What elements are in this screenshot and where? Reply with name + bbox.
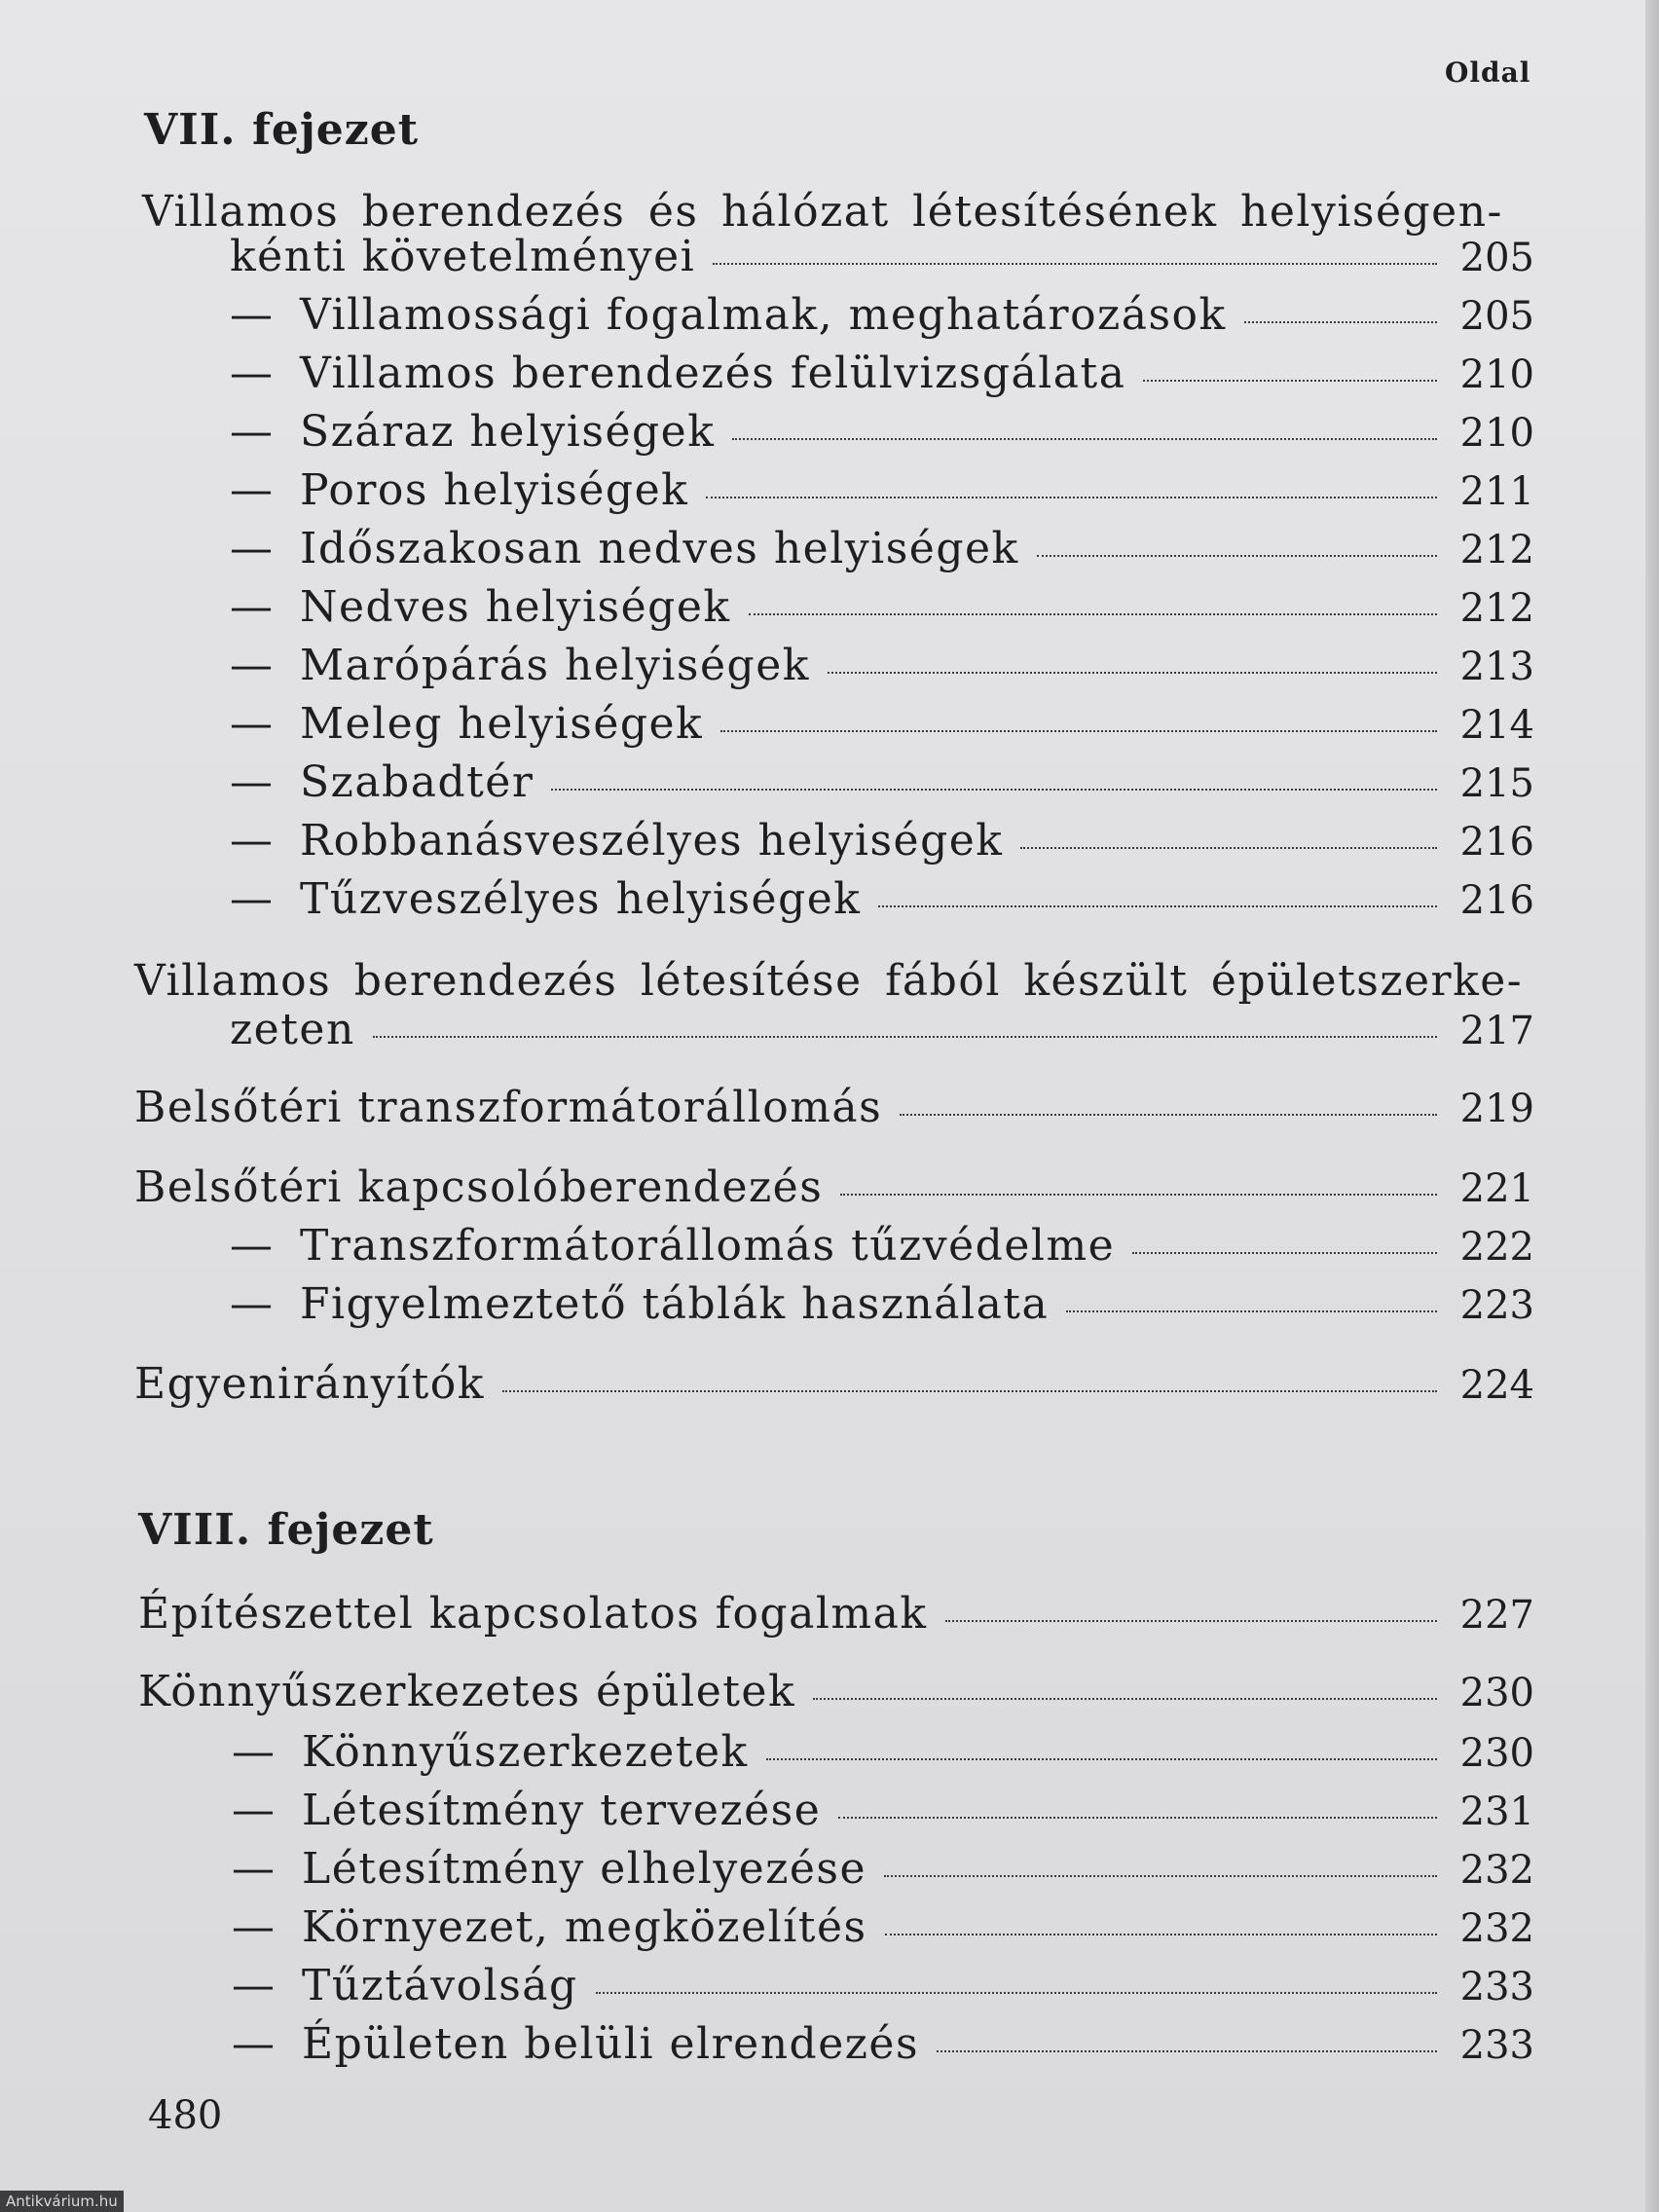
toc-subentry [230, 405, 1534, 461]
toc-entry-title: Száraz helyiségek [300, 407, 716, 457]
dash-mark: — [232, 1727, 275, 1777]
dot-leader [813, 1698, 1437, 1700]
toc-subentry [232, 1784, 1534, 1839]
dash-mark: — [230, 524, 273, 573]
toc-subentry [230, 872, 1534, 928]
toc-entry-title: Építészettel kapcsolatos fogalmak [138, 1589, 928, 1639]
toc-subentry [232, 2017, 1534, 2073]
toc-page-number: 205 [1459, 294, 1534, 339]
dot-leader [838, 1817, 1437, 1819]
dot-leader [551, 789, 1437, 791]
toc-entry-title: Nedves helyiségek [300, 582, 731, 632]
toc-entry-title: Létesítmény elhelyezése [302, 1844, 867, 1894]
watermark-label: Antikvárium.hu [0, 2191, 124, 2212]
dash-mark: — [230, 290, 273, 340]
toc-page-number: 230 [1459, 1671, 1534, 1715]
dot-leader [900, 1114, 1437, 1116]
toc-page-number: 212 [1459, 528, 1534, 572]
toc-entry-line1: Villamos berendezés és hálózat létesítésének helyiségen- [142, 187, 1503, 237]
toc-entry-title: Figyelmeztető táblák használata [300, 1279, 1050, 1329]
dot-leader [828, 672, 1437, 674]
toc-entry [230, 1003, 1534, 1058]
dash-mark: — [230, 757, 273, 807]
toc-entry-title: Tűztávolság [302, 1961, 578, 2010]
dash-mark: — [230, 349, 273, 398]
toc-entry-title: kénti követelményei [230, 232, 696, 281]
dot-leader [1143, 380, 1437, 382]
dash-mark: — [230, 699, 273, 749]
dot-leader [1037, 555, 1437, 557]
toc-subentry [230, 1277, 1534, 1333]
dot-leader [732, 438, 1437, 440]
dot-leader [1244, 321, 1437, 323]
dash-mark: — [230, 1279, 273, 1329]
dot-leader [749, 613, 1437, 615]
toc-subentry [230, 697, 1534, 753]
toc-subentry [230, 756, 1534, 811]
toc-entry-title: Villamos berendezés felülvizsgálata [300, 349, 1126, 398]
page-edge [1645, 0, 1659, 2212]
dash-mark: — [230, 582, 273, 632]
toc-subentry [232, 1959, 1534, 2014]
toc-entry-line1: Villamos berendezés létesítése fából készült épületszerke- [134, 956, 1524, 1006]
toc-entry-title: Épületen belüli elrendezés [302, 2019, 920, 2069]
dot-leader [1066, 1310, 1437, 1312]
dash-mark: — [230, 1221, 273, 1271]
toc-page-number: 215 [1459, 761, 1534, 806]
dash-mark: — [232, 1844, 275, 1894]
toc-entry-title: Egyenirányítók [134, 1359, 485, 1409]
toc-subentry [230, 288, 1534, 344]
dot-leader [373, 1036, 1437, 1038]
toc-entry-title: Belsőtéri kapcsolóberendezés [134, 1162, 824, 1212]
toc-entry-title: Poros helyiségek [300, 465, 689, 515]
toc-entry-title: Szabadtér [300, 757, 535, 807]
toc-entry [230, 230, 1534, 285]
toc-page-number: 232 [1459, 1906, 1534, 1951]
toc-entry [138, 1587, 1534, 1642]
dash-mark: — [230, 874, 273, 924]
toc-subentry [230, 522, 1534, 577]
toc-entry-title: Időszakosan nedves helyiségek [300, 524, 1019, 573]
toc-page-number: 233 [1459, 1965, 1534, 2009]
toc-subentry [230, 347, 1534, 402]
toc-entry-title: Környezet, megközelítés [302, 1902, 867, 1952]
dash-mark: — [230, 465, 273, 515]
toc-entry [134, 1081, 1534, 1136]
toc-page-number: 232 [1459, 1848, 1534, 1893]
dot-leader [937, 2050, 1437, 2052]
toc-subentry [230, 580, 1534, 636]
dash-mark: — [230, 816, 273, 866]
toc-subentry [230, 814, 1534, 869]
dot-leader [713, 263, 1437, 265]
toc-entry [138, 1665, 1534, 1720]
toc-page-number: 222 [1459, 1225, 1534, 1270]
dot-leader [766, 1758, 1437, 1760]
dash-mark: — [232, 1786, 275, 1835]
toc-page-number: 212 [1459, 586, 1534, 631]
toc-entry-title: Belsőtéri transzformátorállomás [134, 1083, 883, 1132]
dot-leader [945, 1620, 1437, 1622]
dot-leader [1020, 847, 1437, 849]
dot-leader [885, 1934, 1437, 1936]
toc-entry-title: Transzformátorállomás tűzvédelme [300, 1221, 1116, 1271]
toc-page-number: 230 [1459, 1731, 1534, 1776]
toc-page-number: 227 [1459, 1593, 1534, 1638]
toc-page-number: 233 [1459, 2023, 1534, 2068]
dash-mark: — [232, 1961, 275, 2010]
toc-entry-title: Robbanásveszélyes helyiségek [300, 816, 1004, 866]
dot-leader [878, 905, 1437, 907]
toc-page-number: 221 [1459, 1166, 1534, 1211]
toc-subentry [230, 463, 1534, 519]
dot-leader [840, 1194, 1437, 1196]
dash-mark: — [230, 641, 273, 690]
toc-page-number: 214 [1459, 703, 1534, 748]
dash-mark: — [230, 407, 273, 457]
toc-subentry [232, 1842, 1534, 1898]
toc-page-number: 216 [1459, 878, 1534, 923]
toc-page-number: 210 [1459, 352, 1534, 397]
dash-mark: — [232, 2019, 275, 2069]
toc-subentry [232, 1900, 1534, 1956]
toc-entry-title: Létesítmény tervezése [302, 1786, 822, 1835]
toc-page-number: 217 [1459, 1009, 1534, 1053]
dot-leader [884, 1875, 1437, 1877]
dot-leader [596, 1992, 1437, 1994]
toc-page-number: 205 [1459, 236, 1534, 280]
toc-entry [134, 1161, 1534, 1216]
dash-mark: — [232, 1902, 275, 1952]
toc-page-number: 210 [1459, 411, 1534, 456]
dot-leader [1132, 1252, 1437, 1254]
toc-page-number: 216 [1459, 820, 1534, 865]
toc-page-number: 213 [1459, 645, 1534, 689]
toc-entry [134, 1357, 1534, 1413]
toc-entry-title: zeten [230, 1005, 355, 1054]
page-number: 480 [148, 2093, 223, 2138]
dot-leader [706, 497, 1437, 498]
chapter-heading: VII. fejezet [144, 105, 420, 155]
toc-page-number: 211 [1459, 469, 1534, 514]
toc-subentry [230, 1219, 1534, 1274]
toc-entry-title: Villamossági fogalmak, meghatározások [300, 290, 1227, 340]
toc-entry-title: Meleg helyiségek [300, 699, 704, 749]
toc-subentry [230, 639, 1534, 694]
toc-page-number: 223 [1459, 1283, 1534, 1328]
toc-page-number: 219 [1459, 1087, 1534, 1131]
toc-entry-title: Könnyűszerkezetek [302, 1727, 749, 1777]
toc-entry-title: Tűzveszélyes helyiségek [300, 874, 862, 924]
toc-page-number: 231 [1459, 1789, 1534, 1834]
chapter-heading: VIII. fejezet [138, 1505, 434, 1555]
toc-entry-title: Könnyűszerkezetes épületek [138, 1667, 796, 1716]
toc-entry-title: Marópárás helyiségek [300, 641, 810, 690]
toc-subentry [232, 1725, 1534, 1781]
page-column-header: Oldal [1445, 56, 1531, 89]
toc-page-number: 224 [1459, 1363, 1534, 1408]
dot-leader [720, 730, 1437, 732]
dot-leader [502, 1390, 1437, 1392]
